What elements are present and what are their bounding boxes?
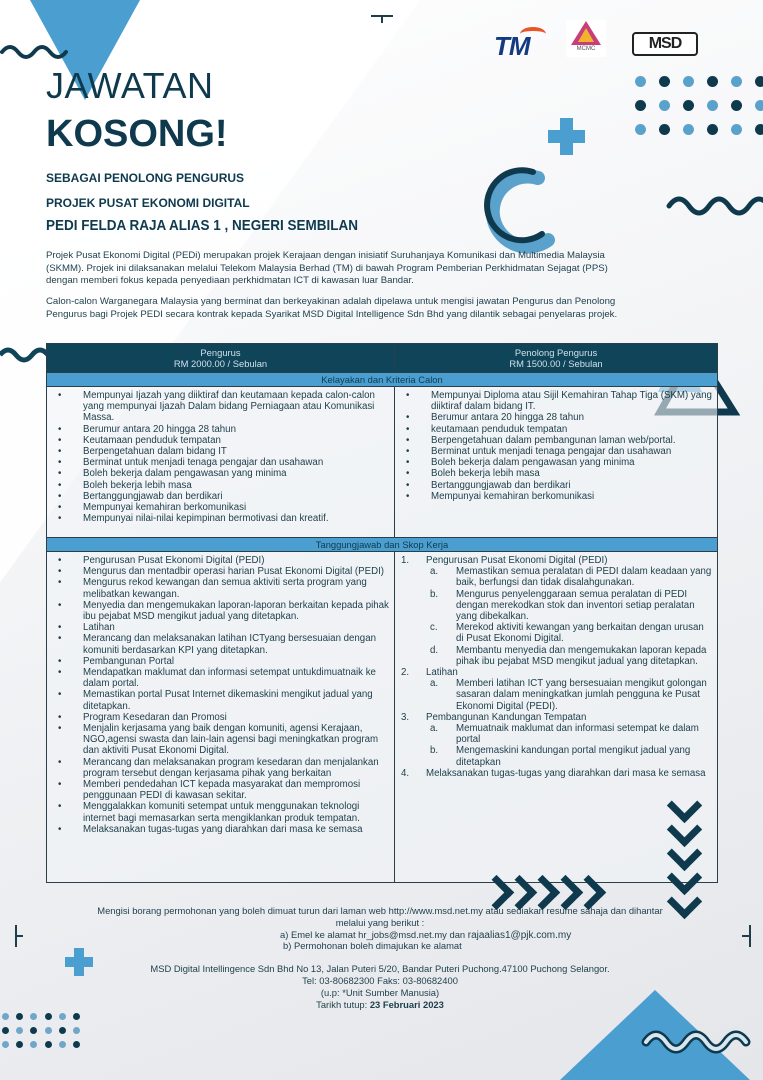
email-link[interactable]: rajaalias1@pjk.com.my [467,930,572,941]
list-item: • Menjalin kerjasama yang baik dengan komuniti, agensi Kerajaan, NGO,agensi swasta dan lain-lain agensi bagi meningkatkan program dan aktiviti Pusat Ekonomi Digital. [48,723,389,757]
qualifications-left [48,388,393,526]
list-item: • Boleh bekerja dalam pengawasan yang minima [396,457,712,468]
sub-item-text: Memuatnaik maklumat dan informasi setempat ke dalam portal [456,723,699,746]
title-line1: JAWATAN [46,65,214,106]
item-number: 3. [401,711,410,723]
list-item: • Mempunyai nilai-nilai kepimpinan bermotivasi dan kreatif. [48,513,389,524]
closing-date: Tarikh tutup: 23 Februari 2023 [316,999,444,1010]
item-number: 2. [401,667,410,679]
sub-item [426,566,712,588]
list-item: • Menyedia dan mengemukakan laporan-laporan berkaitan kepada pihak ibu pejabat MSD mengikut jadual yang ditetapkan. [48,600,389,622]
ring-decoration [478,160,578,260]
list-item: • Program Kesedaran dan Promosi [48,712,389,723]
sub-item-letter: b. [430,745,439,757]
column-header-pengurus: Pengurus RM 2000.00 / Sebulan [47,344,395,373]
sub-list [426,678,712,712]
sub-item [426,745,712,767]
list-item: • Keutamaan penduduk tempatan [48,435,389,446]
intro-paragraph-2: Calon-calon Warganegara Malaysia yang berminat dan berkeyakinan adalah dipelawa untuk mengisi jawatan Pengurus dan Penolong Pengurus bagi Projek PEDI secara kontrak kepada Syarikat MSD Digital Intelligence Sdn Bhd yang dilantik sebagai penyelaras projek. [46,296,618,320]
plus-decoration [548,118,585,155]
section-qualifications: Kelayakan dan Kriteria Calon [47,373,718,387]
column-header-penolong: Penolong Pengurus RM 1500.00 / Sebulan [395,344,718,373]
wave-decoration [665,188,763,216]
section-duties: Tanggungjawab dan Skop Kerja [47,538,718,552]
intro-paragraph-1: Projek Pusat Ekonomi Digital (PEDi) merupakan projek Kerajaan dengan inisiatif Suruhanjaya Komunikasi dan Multimedia Malaysia (SKMM). Projek ini dilaksanakan melalui Telekom Malaysia Berhad (TM) di bawah Program Pemberian Perkhidmatan Sejagat (PPS) dengan memberi fokus kepada penyediaan perkhidmatan ICT di kawasan luar Bandar. [46,250,608,286]
mcmc-logo: MCMC [566,20,606,57]
sub-item [426,645,712,667]
subtitle-position: SEBAGAI PENOLONG PENGURUS [46,171,245,185]
list-item [396,555,712,667]
wave-decoration [0,38,80,62]
list-item: • Boleh bekerja lebih masa [396,468,712,479]
sub-item-letter: c. [430,622,438,634]
item-number: 4. [401,767,410,779]
attention: (u.p: *Unit Sumber Manusia) [320,987,440,998]
list-item: • Latihan [48,622,389,633]
item-text: Melaksanakan tugas-tugas yang diarahkan dari masa ke semasa [426,767,706,779]
wave-decoration [640,1020,763,1060]
title-line2: KOSONG! [46,113,228,155]
sub-item-text: Merekod aktiviti kewangan yang berkaitan dengan urusan di Pusat Ekonomi Digital. [456,622,704,645]
list-item [396,712,712,768]
list-item: • Berpengetahuan dalam bidang IT [48,446,389,457]
list-item: • Mengurus dan mentadbir operasi harian Pusat Ekonomi Digital (PEDI) [48,566,389,577]
wave-decoration [0,345,50,369]
apply-post: b) Permohonan boleh dimajukan ke alamat [283,940,462,951]
sub-list [426,723,712,768]
item-text: Pembangunan Kandungan Tempatan [426,711,587,723]
sub-item-letter: a. [430,723,439,735]
sub-list [426,566,712,667]
sub-item-letter: b. [430,588,439,600]
duties-right [396,553,716,781]
list-item: • Merancang dan melaksanakan latihan ICTyang bersesuaian dengan komuniti berdasarkan KPI yang ditetapkan. [48,633,389,655]
msd-logo: MSD [632,32,698,56]
list-item: • Pengurusan Pusat Ekonomi Digital (PEDI) [48,555,389,566]
sub-item-text: Mengemaskini kandungan portal mengikut jadual yang ditetapkan [456,745,691,768]
list-item: • Memastikan portal Pusat Internet dikemaskini mengikut jadual yang ditetapkan. [48,689,389,711]
list-item: • Boleh bekerja dalam pengawasan yang minima [48,468,389,479]
sub-item-letter: a. [430,678,439,690]
sub-item [426,622,712,644]
sub-item-text: Memberi latihan ICT yang bersesuaian mengikut golongan sasaran dalam meningkatkan jumlah pengguna ke Pusat Ekonomi Digital (PEDI). [456,678,707,712]
sub-item-text: Mengurus penyelenggaraan semua peralatan di PEDI dengan merekodkan stok dan inventori setiap peralatan yang dibekalkan. [456,588,695,623]
list-item: • Melaksanakan tugas-tugas yang diarahkan dari masa ke semasa [48,824,389,835]
job-table [46,343,718,883]
list-item: • Bertanggungjawab dan berdikari [48,491,389,502]
apply-instructions: Mengisi borang permohonan yang boleh dimuat turun dari laman web http://www.msd.net.my atau sediakan resume sahaja dan dihantar melalui yang berikut : [97,905,663,928]
list-item: • Berminat untuk menjadi tenaga pengajar dan usahawan [48,457,389,468]
sub-item [426,589,712,623]
qualifications-right [396,388,716,504]
list-item [396,667,712,712]
item-number: 1. [401,555,410,566]
item-text: Latihan [426,667,458,679]
list-item: • Mempunyai Diploma atau Sijil Kemahiran Tahap Tiga (SKM) yang diiktiraf dalam bidang IT. [396,390,712,412]
list-item: • Pembangunan Portal [48,656,389,667]
subtitle-location: PEDI FELDA RAJA ALIAS 1 , NEGERI SEMBILAN [46,217,359,234]
sub-item-text: Membantu menyedia dan mengemukakan laporan kepada pihak ibu pejabat MSD mengikut jadual yang ditetapkan. [456,644,707,667]
list-item: • Berumur antara 20 hingga 28 tahun [396,412,712,423]
apply-email: a) Emel ke alamat hr_jobs@msd.net.my dan rajaalias1@pjk.com.my [280,929,572,941]
list-item: • Berumur antara 20 hingga 28 tahun [48,424,389,435]
address: MSD Digital Intellingence Sdn Bhd No 13, Jalan Puteri 5/20, Bandar Puteri Puchong.47100 Puchong Selangor. [150,963,610,974]
list-item: • Berpengetahuan dalam pembangunan laman web/portal. [396,435,712,446]
list-item: • Mempunyai Ijazah yang diiktiraf dan keutamaan kepada calon-calon yang mempunyai Ijazah Dalam bidang Perniagaan atau Komunikasi Massa. [48,390,389,424]
sub-item-text: Memastikan semua peralatan di PEDI dalam keadaan yang baik, berfungsi dan tidak disalahgunakan. [456,566,712,589]
plus-decoration [65,948,93,976]
sub-item-letter: d. [430,644,439,656]
sub-item [426,723,712,745]
list-item: • keutamaan penduduk tempatan [396,424,712,435]
list-item: • Mempunyai kemahiran berkomunikasi [396,491,712,502]
list-item: • Memberi pendedahan ICT kepada masyarakat dan mempromosi penggunaan PEDI di kawasan sekitar. [48,779,389,801]
list-item: • Bertanggungjawab dan berdikari [396,480,712,491]
list-item: • Mengurus rekod kewangan dan semua aktiviti serta program yang melibatkan kewangan. [48,577,389,599]
list-item: • Menggalakkan komuniti setempat untuk menggunakan teknologi internet bagi memasarkan serta mengiklankan produk tempatan. [48,801,389,823]
tm-logo: TM [494,31,530,62]
phone-fax: Tel: 03-80682300 Faks: 03-80682400 [302,975,458,986]
duties-left [48,553,393,837]
sub-item [426,678,712,712]
list-item: • Mendapatkan maklumat dan informasi setempat untukdimuatnaik ke dalam portal. [48,667,389,689]
list-item [396,768,712,779]
list-item: • Mempunyai kemahiran berkomunikasi [48,502,389,513]
item-text: Pengurusan Pusat Ekonomi Digital (PEDI) [426,555,608,566]
list-item: • Merancang dan melaksanakan program kesedaran dan menjalankan program tersebut dengan kerjasama pihak yang berkaitan [48,757,389,779]
line-decoration [381,15,383,23]
list-item: • Boleh bekerja lebih masa [48,480,389,491]
subtitle-project: PROJEK PUSAT EKONOMI DIGITAL [46,196,250,210]
sub-item-letter: a. [430,566,439,578]
list-item: • Berminat untuk menjadi tenaga pengajar dan usahawan [396,446,712,457]
